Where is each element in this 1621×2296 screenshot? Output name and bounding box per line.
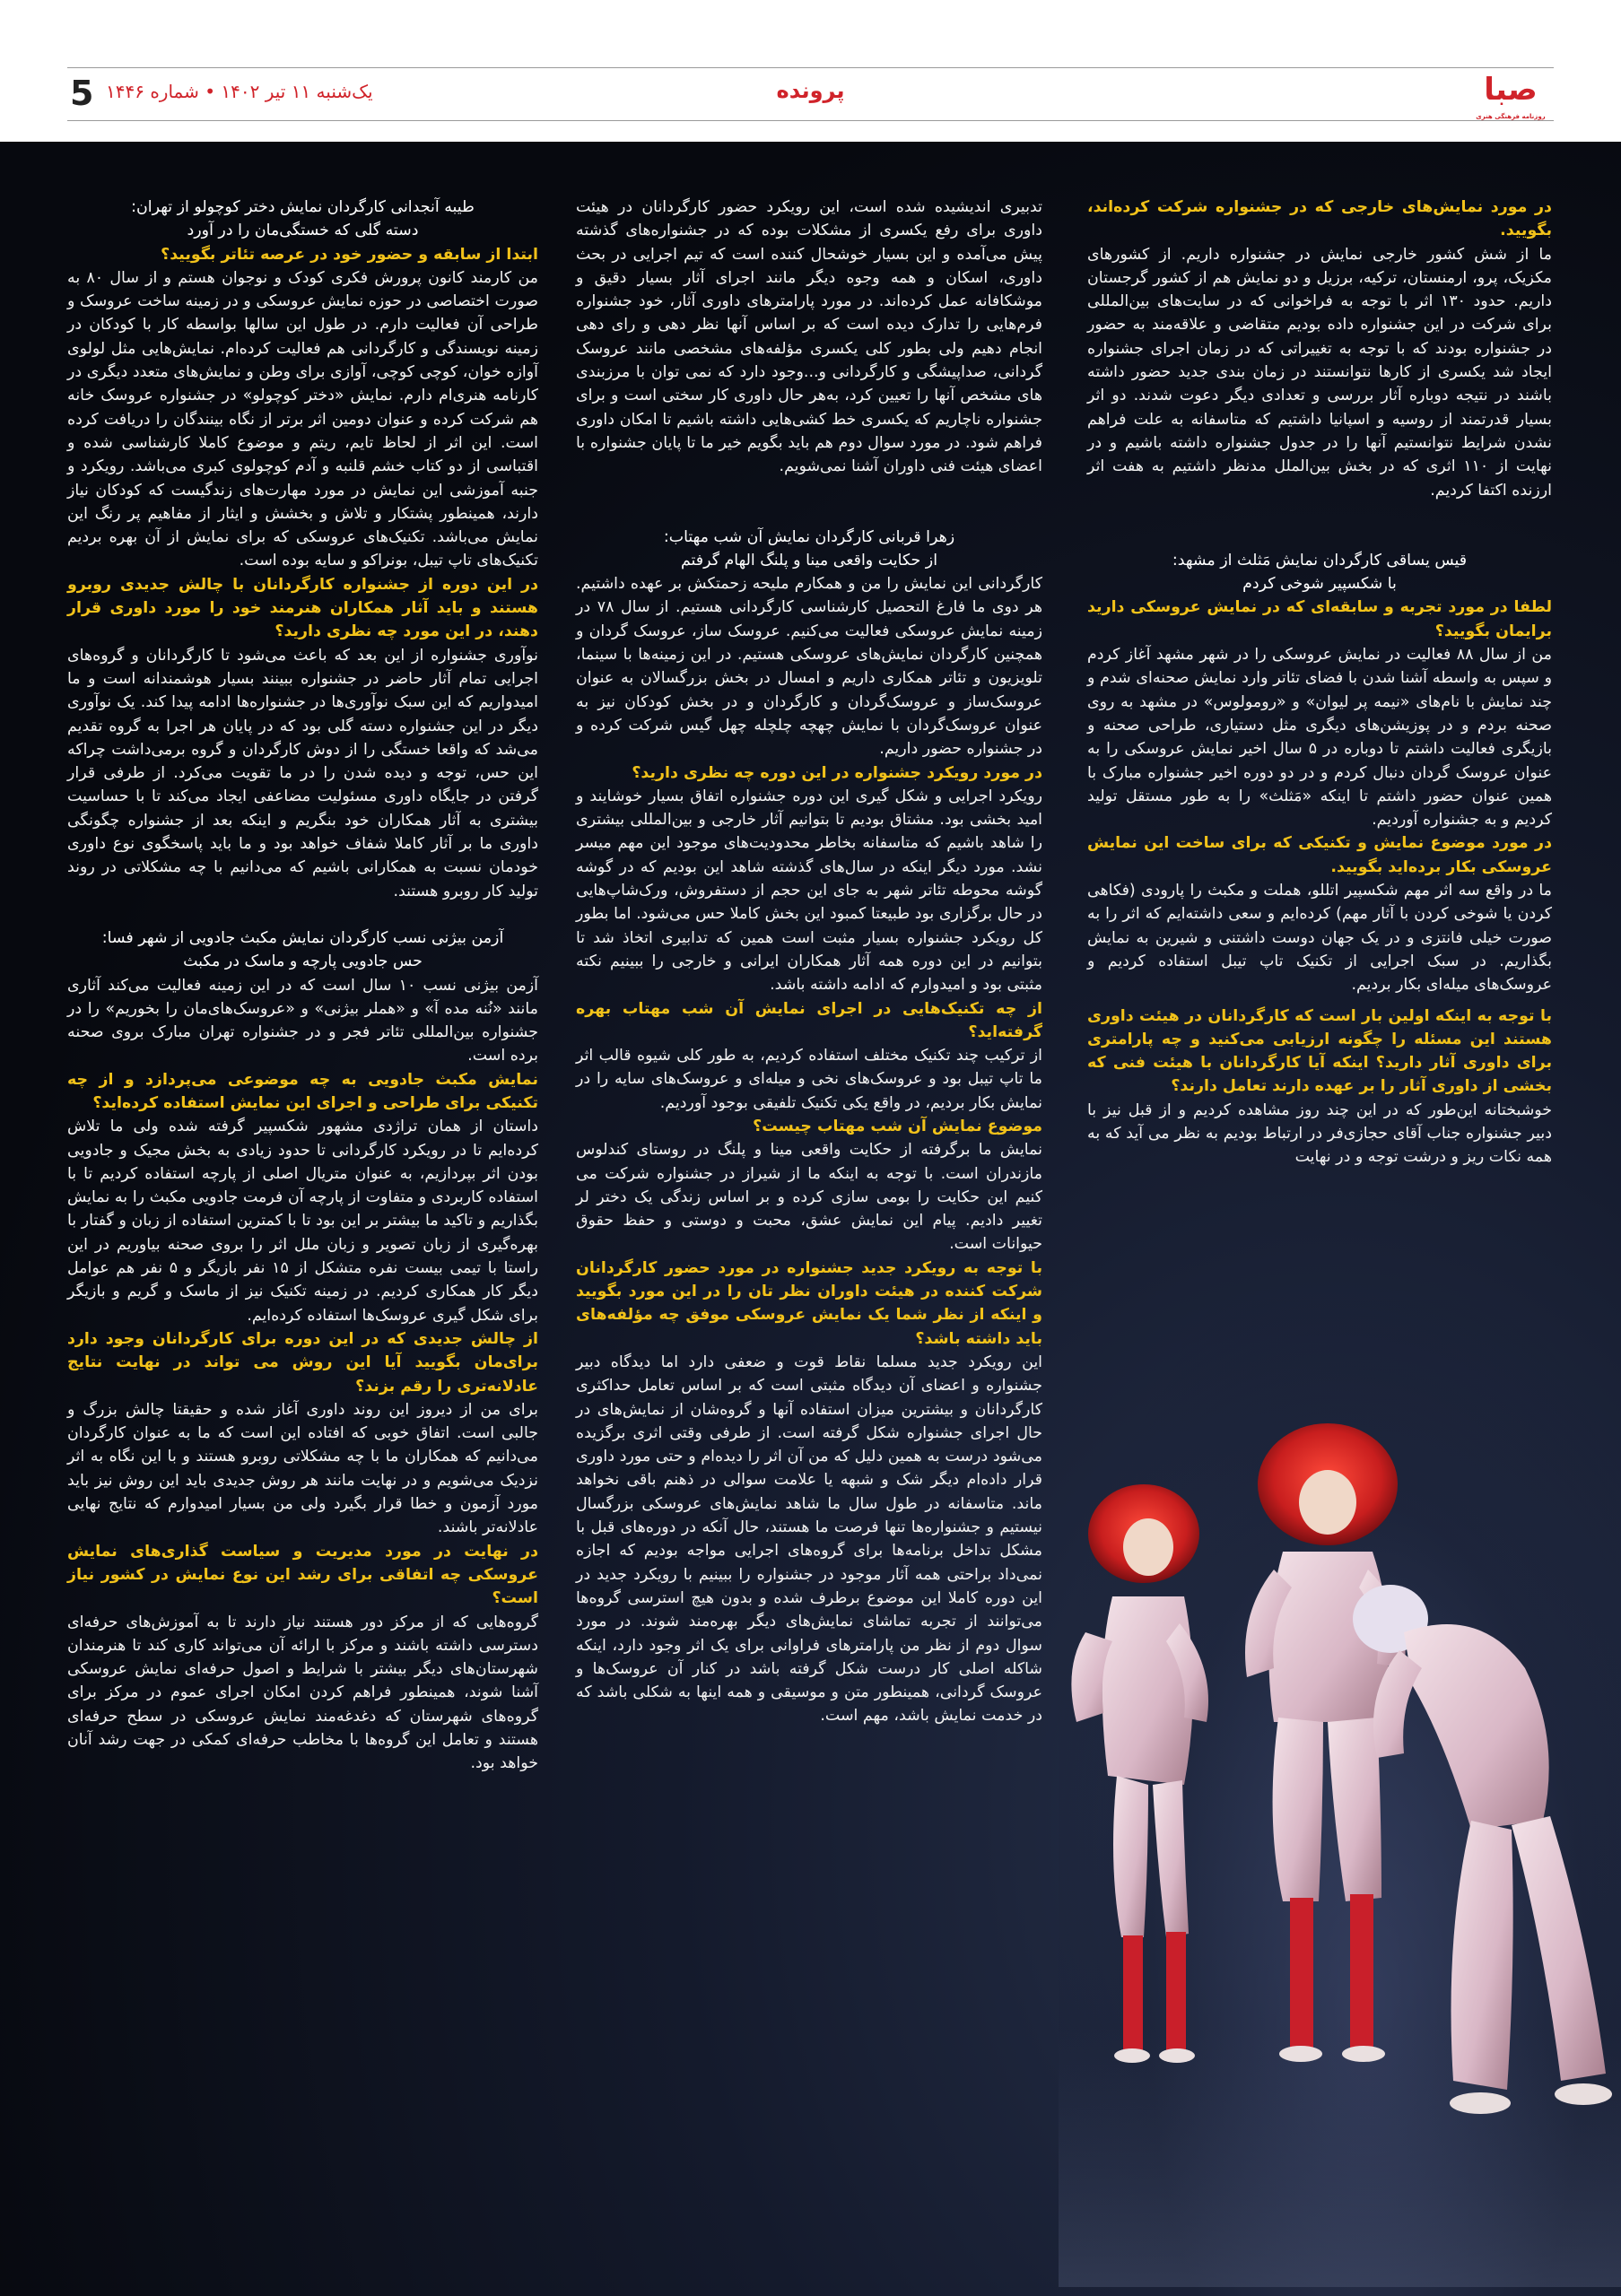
answer-background: کارگردانی این نمایش را من و همکارم ملیحه زحمتکش بر عهده داشتیم. هر دوی ما فارغ التحصیل کارشناسی کارگردانی هستیم. از سال ۷۸ در زمینه نمایش عروسکی فعالیت می‌کنیم. عروسک ساز، عروسک گردان و همچنین کارگردان نمایش‌های عروسکی هستیم. در این زمینه‌ها با سینما، تلویزیون و تئاتر همکاری داریم و امسال در بخش بزرگسالان به عنوان عروسک‌ساز و عروسک‌گردان و کارگردان و در بخش کودکان نیز به عنوان عروسک‌گردان با نمایش چهچه چلچله چهل گیس شرکت کرده و در جشنواره حضور داریم. bbox=[576, 575, 1042, 759]
answer-background: من کارمند کانون پرورش فکری کودک و نوجوان هستم و از سال ۸۰ به صورت اختصاصی در حوزه نمایش عروسکی و در زمینه ساخت عروسک و طراحی آن فعالیت دارم. در طول این سالها بواسطه کار با کودکان در زمینه نویسندگی و کارگردانی هم فعالیت کرده‌ام. نمایش‌هایی مثل لولوی آوازه خوان، کوچی کوچی، آوازی برای وطن و نمایش‌های متعدد دیگری در کارنامه هنری‌ام دارم. نمایش «دختر کوچولو» در جشنواره عروسک خانه هم شرکت کرده و عنوان دومین اثر برتر از نگاه بینندگان را دریافت کرده است. این اثر از لحاظ تایم، ریتم و موضوع کاملا کارشناسی شده و اقتباسی از دو کتاب خشم قلنبه و آدم کوچولوی کبری می‌باشد. رویکرد و جنبه آموزشی این نمایش در مورد مهارت‌های زندگیست که کودکان نیاز دارند، همینطور پشتکار و تلاش و بخشش و ایثار از مفاهیم پر رنگ این نمایش می‌باشد. تکنیک‌های عروسکی که برای نمایش از آن بهره بردیم تکنیک‌های تاپ تیبل، بونراکو و سایه بوده است. bbox=[67, 268, 538, 570]
article-column-left bbox=[67, 196, 538, 1776]
answer-fairness: برای من از دیروز این روند داوری آغاز شده و حقیقتا چالش بزرگ و جالبی است. اتفاق خوبی که افتاده این است که ما به عنوان کارگردان می‌دانیم که همکاران ما با چه مشکلاتی روبرو هستند و با این نگاه به اثر نزدیک می‌شویم و در نهایت مانند هر روش جدیدی باید این روش نیز باید مورد آزمون و خطا قرار بگیرد ولی من بسیار امیدوارم که نتایج نهایی عادلانه‌تر باشند. bbox=[67, 1400, 538, 1537]
article-column-middle bbox=[576, 196, 1042, 1728]
stage-photo-clowns bbox=[1059, 1399, 1621, 2287]
section-title: پرونده bbox=[776, 78, 845, 103]
question-jury: با توجه به اینکه اولین بار است که کارگردانان در هیئت داوری هستند این مسئله را چگونه ارزیابی می‌کنید و چه پارامتری برای داوری آثار دارید؟ اینکه آیا کارگردانان با هیئت فنی که بخشی از داوری آثار را بر عهده دارند تعامل دارند؟ bbox=[1087, 1006, 1552, 1096]
interview-heading-name: زهرا قربانی کارگردان نمایش آن شب مهتاب: bbox=[663, 527, 955, 546]
page-number: 5 bbox=[70, 74, 94, 113]
spacer bbox=[67, 903, 538, 926]
spacer bbox=[1087, 997, 1552, 1004]
answer-jury: خوشبختانه این‌طور که در این چند روز مشاهده کردیم و از قبل نیز با دبیر جشنواره جناب آقای حجازی‌فر در ارتباط بودیم به نظر می آید که به همه نکات ریز و درشت توجه و در نهایت bbox=[1087, 1100, 1552, 1167]
stage-floor bbox=[1059, 2027, 1621, 2287]
logo-text: صبا bbox=[1484, 72, 1538, 108]
answer-technique: ما در واقع سه اثر مهم شکسپیر اتللو، هملت و مکبث را پارودی (فکاهی کردن یا شوخی کردن با آثار مهم) کرده‌ایم و سعی داشته‌ایم که اثر را به صورت خیلی فانتزی و در یک جهان دوست داشتنی و شیرین به نمایش بگذاریم. در سبک اجرایی از تکنیک تاپ تیبل استفاده کردیم و عروسک‌های میله‌ای بکار بردیم. bbox=[1087, 882, 1552, 995]
spacer bbox=[1087, 502, 1552, 526]
answer-experience: من از سال ۸۸ فعالیت در نمایش عروسکی را در شهر مشهد آغاز کردم و سپس به واسطه آشنا شدن با فضای تئاتر وارد نمایش صحنه‌ای شدم و چند نمایش با نام‌های «نیمه پر لیوان» و «رومولوس» در مشهد به روی صحنه بردم و در پوزیشن‌های دیگری مثل دستیاری، طراحی صحنه و بازیگری فعالیت داشتم تا دوباره در ۵ سال اخیر نمایش عروسکی را به عنوان عروسک گردان دنبال کردم و در دو دوره اخیر جشنواره مبارک با همین عنوان حضور داشتم تا اینکه «مَثلث» را به طور مستقل تولید کردیم و به جشنواره آوردیم. bbox=[1087, 646, 1552, 830]
question-techniques: از چه تکنیک‌هایی در اجرای نمایش آن شب مهتاب بهره گرفته‌اید؟ bbox=[576, 999, 1042, 1041]
clown-left bbox=[1071, 1484, 1208, 2063]
interview-heading-title: حس جادویی پارچه و ماسک در مکبث bbox=[183, 952, 423, 971]
spacer bbox=[576, 479, 1042, 502]
answer-macbeth: داستان از همان تراژدی مشهور شکسپیر گرفته شده ولی ما تلاش کرده‌ایم تا در رویکرد کارگردانی تا حدود زیادی به بخش مجیک و جادویی بودن اثر بپردازیم، به عنوان متریال اصلی از پارچه استفاده کردیم تا با استفاده کاربردی و متفاوت از پارچه آن فرمت جادویی مکبث را به نمایش بگذاریم و تاکید ما بیشتر بر این بود تا با کمترین استفاده از زبان و گفتار با بهره‌گیری از زبان تصویر و زبان ملل اثر را بروی صحنه بیاوریم در این راستا با تیمی بیست نفره متشکل از ۱۵ نفر بازیگر و ۵ نفر هم عوامل دیگر کار همکاری کردیم. در زمینه تکنیک نیز از ماسک و گریم و بازیگر برای شکل گیری عروسک‌ها استفاده کرده‌ایم. bbox=[67, 1118, 538, 1325]
question-festival-approach: در مورد رویکرد جشنواره در این دوره چه نظری دارید؟ bbox=[632, 763, 1042, 782]
interview-heading-name: طیبه آنجدانی کارگردان نمایش دختر کوچولو از تهران: bbox=[131, 198, 475, 216]
question-macbeth: نمایش مکبث جادویی به چه موضوعی می‌پردازد و از چه تکنیکی برای طراحی و اجرای این نمایش استفاده کرده‌اید؟ bbox=[67, 1070, 538, 1112]
answer-foreign-shows: ما از شش کشور خارجی نمایش در جشنواره داریم. از کشورهای مکزیک، پرو، ارمنستان، ترکیه، برزیل و دو نمایش هم از کشور گرجستان داریم. حدود ۱۳۰ اثر با توجه به فراخوانی که در سایت‌های بین‌المللی برای شرکت در این جشنواره داده بودیم متقاضی و علاقه‌مند به حضور در جشنواره بودند که با توجه به تغییراتی که در زمان اجرای جشنواره ایجاد شد یکسری از کارها نتوانستند در زمان بندی جدید حضور داشته باشند در نتیجه دوباره آثار بررسی و تعدادی دیگر دعوت شدند. دو اثر بسیار قدرتمند از روسیه و اسپانیا داشتیم که متاسفانه به علت فراهم نشدن شرایط نتوانستیم آنها را در جدول جشنواره داشته باشیم و در نهایت از ۱۱۰ اثری که در بخش بین‌الملل مدنظر داشتیم به هفت اثر ارزنده اکتفا کردیم. bbox=[1087, 245, 1553, 500]
answer-jury-continued: تدبیری اندیشیده شده است، این رویکرد حضور کارگردانان در هیئت داوری برای رفع یکسری از مشکلات بوده که در جشنواره‌های گذشته پیش می‌آمده و این بسیار خوشحال کننده است که تیم اجرایی در بحث داوری، اسکان و همه وجوه دیگر مانند اجرای آثار بسیار دقیق و موشکافانه عمل کرده‌اند. در مورد پارامترهای داوری آثار، خود جشنواره فرم‌هایی را تدارک دیده است که بر اساس آنها نظر دهی و رای دهی انجام دهیم ولی بطور کلی یکسری مؤلفه‌های مشخصی مانند عروسک گردانی، صداپیشگی و کارگردانی و...وجود دارد که نمی توان با مرزبندی های مشخص آنها را تعیین کرد، به‌هر حال داوری کار سختی است و برای جشنواره ناچاریم که یکسری خط کشی‌هایی داشته باشیم تا امکان داوری فراهم شود. در مورد سوال دوم هم باید بگویم خیر ما تا پایان جشنواره با اعضای هیئت فنی داوران آشنا نمی‌شویم. bbox=[576, 198, 1042, 476]
question-background: ابتدا از سابقه و حضور خود در عرصه تئاتر بگویید؟ bbox=[161, 245, 538, 264]
interview-heading-title: از حکایت واقعی مینا و پلنگ الهام گرفتم bbox=[680, 551, 938, 570]
intro-paragraph: آزمن بیژنی نسب ۱۰ سال است که در این زمینه فعالیت می‌کند آثاری مانند «نُنه مده آ» و «هملر بیژنی» و «عروسک‌های‌مان را بخوریم» را در جشنواره بین‌المللی تئاتر فجر و در جشنواره تهران مبارک بروی صحنه برده است. bbox=[67, 976, 538, 1065]
masthead bbox=[0, 0, 1621, 142]
spacer bbox=[1087, 526, 1552, 549]
question-experience: لطفا در مورد تجربه و سابقه‌ای که در نمایش عروسکی دارید برایمان بگویید؟ bbox=[1087, 598, 1552, 640]
interview-heading-name: آزمن بیژنی نسب کارگردان نمایش مکبث جادویی از شهر فسا: bbox=[101, 928, 504, 947]
question-technique: در مورد موضوع نمایش و تکنیکی که برای ساخت این نمایش عروسکی بکار برده‌اید بگویید. bbox=[1087, 834, 1552, 876]
article-column-right bbox=[1087, 196, 1552, 1170]
question-fairness: از چالش جدیدی که در این دوره برای کارگردانان وجود دارد برای‌مان بگویید آیا این روش می تواند در نهایت نتایج عادلانه‌تری را رقم بزند؟ bbox=[67, 1329, 538, 1396]
date-issue-line: یک‌شنبه ۱۱ تیر ۱۴۰۲ • شماره ۱۴۴۶ bbox=[106, 81, 373, 102]
masthead-bottom-rule bbox=[67, 120, 1554, 121]
answer-policy: گروه‌هایی که از مرکز دور هستند نیاز دارند تا به آموزش‌های حرفه‌ای دسترسی داشته باشند و مرکز با ارائه آن می‌تواند کاری کند تا هنرمندان شهرستان‌های دیگر بیشتر با شرایط و اصول حرفه‌ای نمایش عروسکی آشنا شوند، همینطور فراهم کردن امکان اجرای عموم در مرکز برای گروه‌های شهرستان که دغدغه‌مند نمایش عروسکی در سطح حرفه‌ای هستند و تعامل این گروه‌ها با مخاطب حرفه‌ای کمکی در جهت رشد آنان خواهد بود. bbox=[67, 1613, 538, 1773]
answer-new-approach: این رویکرد جدید مسلما نقاط قوت و ضعفی دارد اما دیدگاه دبیر جشنواره و اعضای آن دیدگاه مثبتی است که بر اساس تعامل حداکثری کارگردانان و بیشترین میزان استفاده آنها و گروه‌شان از نمایش‌های در حال اجرای جشنواره شکل گرفته است. از طرفی وقتی اثری برگزیده می‌شود درست به همین دلیل که من آن اثر را دیده‌ام و حتی مورد داوری قرار داده‌ام دیگر شک و شبهه یا علامت سوالی در ذهنم باقی نخواهد ماند. متاسفانه در طول سال ما شاهد نمایش‌های عروسکی بزرگسال نیستیم و جشنواره‌ها تنها فرصت ما هستند، حال آنکه در دوره‌های قبل با مشکل تداخل برنامه‌ها برای گروه‌های اجرایی مواجه بودیم که اجازه نمی‌داد براحتی همه آثار موجود در جشنواره را ببینیم با رویکرد جدید در این دوره کاملا این موضوع برطرف شده و بدون هیچ استرسی گروه‌ها می‌توانند از تجربه تماشای نمایش‌های دیگر بهره‌مند شوند. در مورد سوال دوم از نظر من پارامترهای فراوانی برای یک اثر وجود دارد، اینکه شاکله اصلی کار درست شکل گرفته باشد در کنار آن عروسک‌ها و عروسک گردانی، همینطور متن و موسیقی و همه اینها به شکلی باشد که در خدمت نمایش باشد، مهم است. bbox=[576, 1352, 1042, 1726]
question-subject: موضوع نمایش آن شب مهتاب چیست؟ bbox=[753, 1117, 1042, 1135]
question-foreign-shows: در مورد نمایش‌های خارجی که در جشنواره شرکت کرده‌اند، بگویید. bbox=[1087, 198, 1552, 240]
question-new-approach: با توجه به رویکرد جدید جشنواره در مورد حضور کارگردانان شرکت کننده در هیئت داوران نظر تان را در این مورد بگویید و اینکه از نظر شما یک نمایش عروسکی موفق چه مؤلفه‌های باید داشته باشد؟ bbox=[576, 1258, 1042, 1348]
question-policy: در نهایت در مورد مدیریت و سیاست گذاری‌های نمایش عروسکی چه اتفاقی برای رشد این نوع نمایش در کشور نیاز است؟ bbox=[67, 1542, 538, 1608]
question-challenge: در این دوره از جشنواره کارگردانان با چالش جدیدی روبرو هستند و باید آثار همکاران هنرمند خود را مورد داوری قرار دهند، در این مورد چه نظری دارید؟ bbox=[67, 575, 538, 641]
interview-heading-name: قیس یساقی کارگردان نمایش مَثلث از مشهد: bbox=[1172, 551, 1468, 570]
interview-heading-title: با شکسپیر شوخی کردم bbox=[1242, 575, 1397, 594]
answer-festival-approach: رویکرد اجرایی و شکل گیری این دوره جشنواره اتفاق بسیار خوشایند و امید بخشی بود. مشتاق بودیم تا بتوانیم آثار خارجی و بین‌المللی بیشتری را شاهد باشیم که متاسفانه بخاطر محدودیت‌های موجود این مهم میسر نشد. مورد دیگر اینکه در سال‌های گذشته شاهد این بودیم که در گوشه گوشه محوطه تئاتر شهر به جای این حجم از دستفروش، ورک‌شاپ‌هایی در حال برگزاری بود طبیعتا کمبود این بخش کاملا حس می‌شود. اما بطور کل رویکرد جشنواره بسیار مثبت است همین که تدابیری اتخاذ شد تا بتوانیم در این دوره همه آثار همکاران ایرانی و خارجی را ببینیم نکته مثبتی بود و امیدوارم که ادامه داشته باشد. bbox=[576, 787, 1042, 995]
interview-heading-title: دسته گلی که خستگی‌مان را در آورد bbox=[187, 222, 419, 240]
spacer bbox=[576, 502, 1042, 526]
masthead-top-rule bbox=[67, 67, 1554, 68]
answer-techniques: از ترکیب چند تکنیک مختلف استفاده کردیم، به طور کلی شیوه قالب اثر ما تاپ تیبل بود و عروسک‌های نخی و میله‌ای و عروسک‌های سایه را در نمایش بکار بردیم، در واقع یکی تکنیک تلفیقی بوجود آوردیم. bbox=[576, 1047, 1042, 1112]
answer-challenge: نوآوری جشنواره از این بعد که باعث می‌شود تا کارگردانان و گروه‌های اجرایی تمام آثار حاضر در جشنواره ببینند بسیار هوشمندانه است و ما امیدواریم که این سبک نوآوری‌ها در جشنواره‌ها ادامه پیدا کند. یک نوآوری دیگر در این جشنواره دسته گلی بود که در پایان هر اجرا به گروه تقدیم می‌شد که واقعا خستگی را از دوش کارگردان و گروه برمی‌داشت چراکه این حس، توجه و دیده شدن را در ما تقویت می‌کرد. از طرفی قرار گرفتن در جایگاه داوری مسئولیت مضاعفی ایجاد می‌کند تا با حساسیت بیشتری به آثار همکاران خود بنگریم و اینکه بعد از جشنواره چگونگی داوری ما بر آثار کاملا شفاف خواهد بود و ما باید پاسخگوی نوع داوری خودمان نسبت به همکارانی باشیم که می‌دانیم با چه مشکلاتی در روند تولید کار روبرو هستند. bbox=[67, 646, 538, 900]
answer-subject: نمایش ما برگرفته از حکایت واقعی مینا و پلنگ در روستای کندلوس مازندران است. با توجه به اینکه ما از شیراز در جشنواره شرکت می کنیم این حکایت را بومی سازی کرده و بر اساس زندگی یک دختر لر تغییر دادیم. پیام این نمایش عشق، محبت و دوستی و حفظ حقوق حیوانات است. bbox=[576, 1141, 1042, 1254]
logo-subtitle: روزنامه فرهنگی هنری bbox=[1476, 113, 1546, 120]
